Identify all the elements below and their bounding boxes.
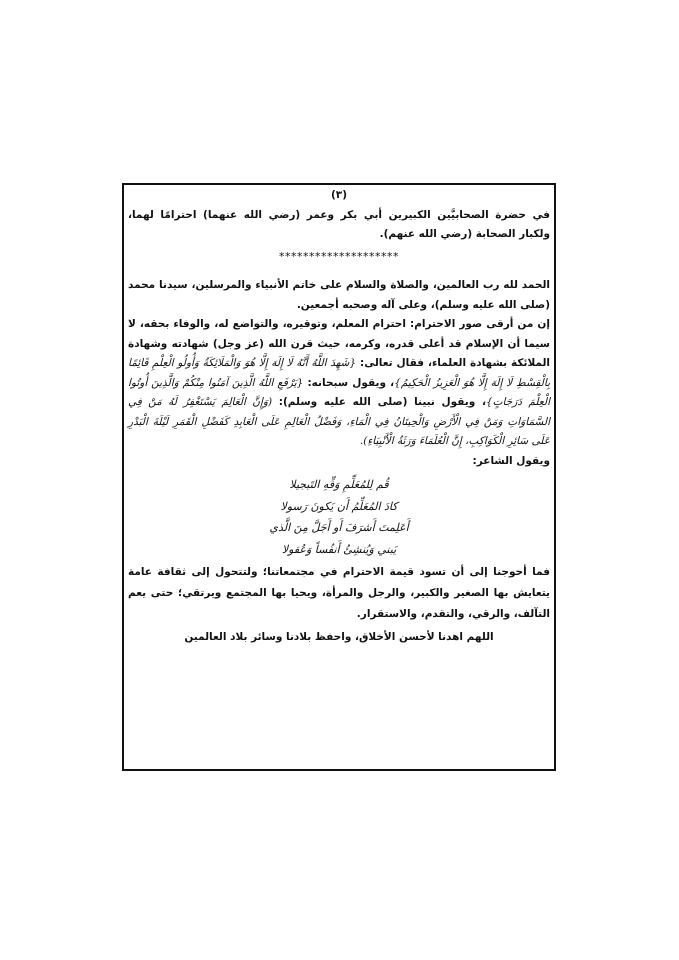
hamd-paragraph: الحمد لله رب العالمين، والصلاة والسلام على خاتم الأنبياء والمرسلين، سيدنا محمد (صلى الله عليه وسلم)، وعلى آله وصحبه أجمعين. — [128, 279, 550, 311]
poem-line: يَبني وَيُنشِئُ أَنفُساً وَعُقولا — [281, 542, 397, 556]
respect-join-2: ، ويقول نبينا (صلى الله عليه وسلم): — [272, 396, 486, 408]
quran-verse-2: {يَرْفَعِ اللَّهُ الَّذِينَ آمَنُوا مِنْكُمْ وَالَّذِينَ أُوتُوا الْعِلْمَ دَرَجَاتٍ} — [128, 376, 550, 408]
section-separator: ******************** — [279, 249, 399, 263]
hadith-text: (وَإِنَّ الْعَالِمَ يَسْتَغْفِرُ لَهُ مَنْ فِي السَّمَاوَاتِ وَمَنْ فِي الْأَرْضِ وَالْحِيتَانُ فِي الْمَاءِ، وَفَضْلُ الْعَالِمِ عَلَى الْعَابِدِ كَفَضْلِ الْقَمَرِ لَيْلَةَ الْبَدْرِ عَلَى سَائِرِ الْكَوَاكِبِ، إِنَّ الْعُلَمَاءَ وَرَثَةُ الْأَنْبِيَاءِ). — [128, 396, 550, 447]
quran-verse-1: {شَهِدَ اللَّهُ أَنَّهُ لَا إِلَهَ إِلَّا هُوَ وَالْمَلَائِكَةُ وَأُولُو الْعِلْمِ قَائِمًا بِالْقِسْطِ لَا إِلَهَ إِلَّا هُوَ الْعَزِيزُ الْحَكِيمُ} — [128, 357, 550, 389]
intro-paragraph: في حضرة الصحابيَّين الكبيرين أبي بكر وعمر (رضي الله عنهما) احترامًا لهما، ولكبار الصحابة (رضي الله عنهم). — [128, 208, 550, 240]
page-number: (٣) — [330, 189, 348, 201]
poem-line: كادَ المُعَلِّمُ أَن يَكونَ رَسولا — [280, 499, 398, 513]
poet-intro: ويقول الشاعر: — [472, 454, 550, 467]
conclusion-paragraph: فما أحوجنا إلى أن تسود قيمة الاحترام في مجتمعاتنا؛ ولتتحول إلى ثقافة عامة يتعايش بها الصغير والكبير، والرجل والمرأة، ويحيا بها المجتمع ويرتقي؛ حتى يعم التآلف، والرقي، والتقدم، والاستقرار. — [128, 566, 550, 620]
closing-prayer: اللهم اهدنا لأحسن الأخلاق، واحفظ بلادنا وسائر بلاد العالمين — [184, 631, 494, 643]
sermon-page-content — [128, 186, 550, 648]
poem-line: أَعَلِمتَ أَشرَفَ أَو أَجَلَّ مِنَ الَّذي — [269, 521, 409, 534]
respect-join-1: ، ويقول سبحانه: — [303, 376, 395, 389]
poem — [128, 474, 550, 560]
respect-paragraph — [128, 315, 550, 452]
respect-text: إن من أرقى صور الاحترام: احترام المعلم، وتوقيره، والتواضع له، والوفاء بحقه، لا سيما أن الإسلام قد أعلى قدره، وكرمه، حيث قرن الله (عز وجل) شهادته وشهادة الملائكة بشهادة العلماء، فقال تعالى: — [128, 318, 551, 369]
poem-line: قُم لِلمُعَلِّمِ وَفِّهِ التَبجيلا — [289, 478, 389, 491]
